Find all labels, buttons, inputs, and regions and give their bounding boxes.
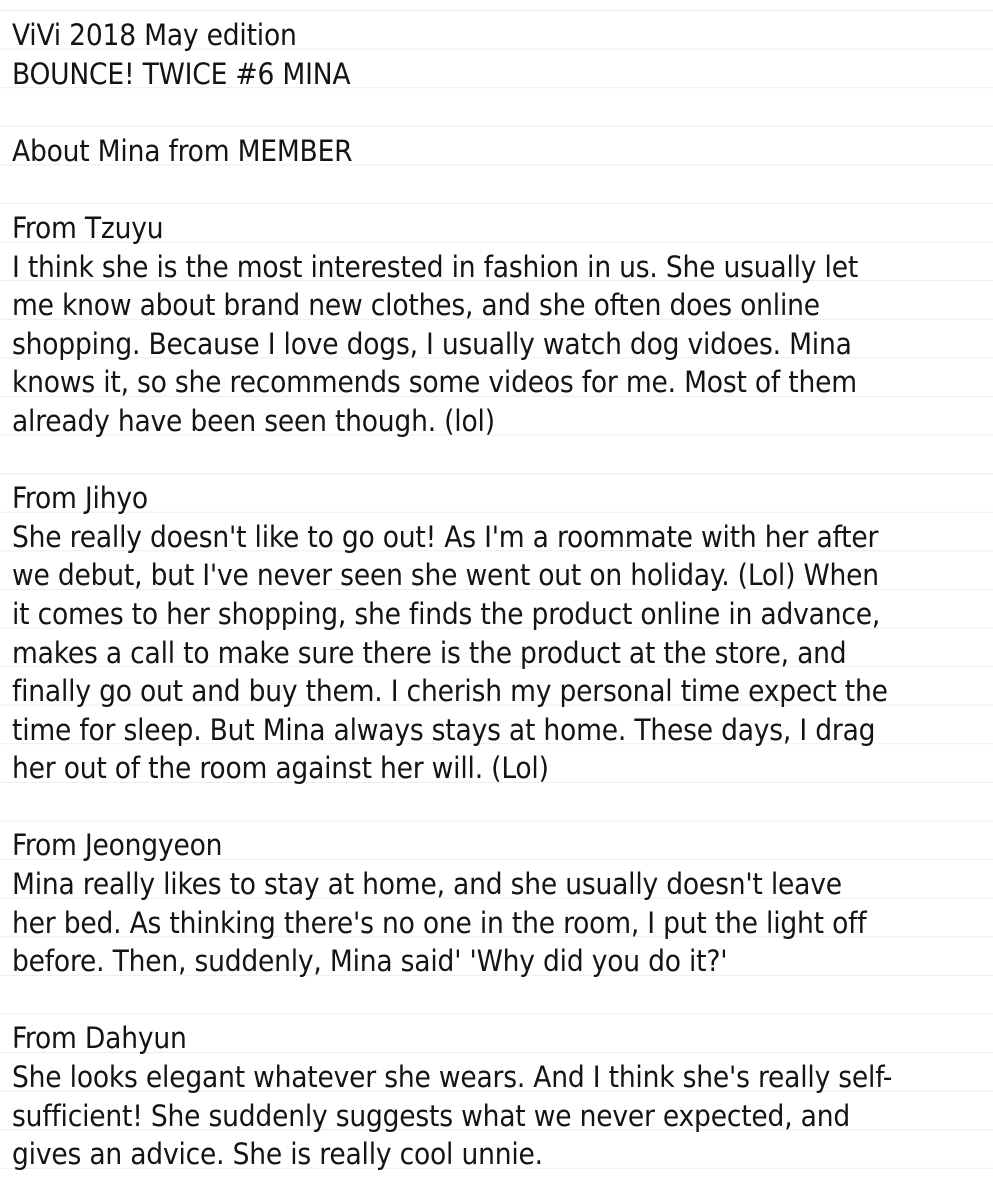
magazine-edition: ViVi 2018 May edition — [12, 18, 297, 52]
paragraph-line: it comes to her shopping, she finds the product online in advance, — [12, 596, 881, 631]
paragraph-line: me know about brand new clothes, and she often does online — [12, 288, 820, 323]
paragraph-line: Mina really likes to stay at home, and she usually doesn't leave — [12, 867, 842, 902]
paragraph-line: gives an advice. She is really cool unnie. — [12, 1137, 543, 1172]
article-title: BOUNCE! TWICE #6 MINA — [12, 56, 351, 91]
paragraph-line: knows it, so she recommends some videos for me. Most of them — [12, 365, 857, 400]
spacer — [12, 170, 977, 209]
paragraph-line: we debut, but I've never seen she went out on holiday. (Lol) When — [12, 558, 879, 593]
paragraph-line: time for sleep. But Mina always stays at home. These days, I drag — [12, 712, 876, 747]
section-subtitle: About Mina from MEMBER — [12, 133, 353, 168]
spacer — [12, 93, 977, 132]
section-dahyun — [12, 1019, 977, 1173]
paragraph-line: shopping. Because I love dogs, I usually watch dog vidoes. Mina — [12, 326, 852, 361]
spacer — [12, 981, 977, 1020]
section-heading: From Jeongyeon — [12, 828, 223, 863]
spacer — [12, 788, 977, 827]
paragraph-line: her bed. As thinking there's no one in the room, I put the light off — [12, 905, 867, 940]
paragraph-line: before. Then, suddenly, Mina said' 'Why did you do it?' — [12, 944, 728, 979]
paragraph-line: her out of the room against her will. (Lol) — [12, 751, 549, 786]
section-heading: From Jihyo — [12, 481, 148, 516]
document-body — [12, 16, 977, 1174]
spacer — [12, 441, 977, 480]
paragraph-line: makes a call to make sure there is the product at the store, and — [12, 635, 847, 670]
section-tzuyu — [12, 209, 977, 441]
paragraph-line: already have been seen though. (lol) — [12, 403, 495, 438]
section-heading: From Tzuyu — [12, 210, 164, 245]
paragraph-line: She really doesn't like to go out! As I'm a roommate with her after — [12, 519, 879, 554]
section-jeongyeon — [12, 826, 977, 980]
paragraph-line: sufficient! She suddenly suggests what we never expected, and — [12, 1098, 850, 1133]
paragraph-line: She looks elegant whatever she wears. And I think she's really self- — [12, 1060, 893, 1095]
section-heading: From Dahyun — [12, 1021, 187, 1056]
paragraph-line: finally go out and buy them. I cherish my personal time expect the — [12, 674, 888, 709]
paragraph-line: I think she is the most interested in fashion in us. She usually let — [12, 249, 859, 284]
section-jihyo — [12, 479, 977, 788]
